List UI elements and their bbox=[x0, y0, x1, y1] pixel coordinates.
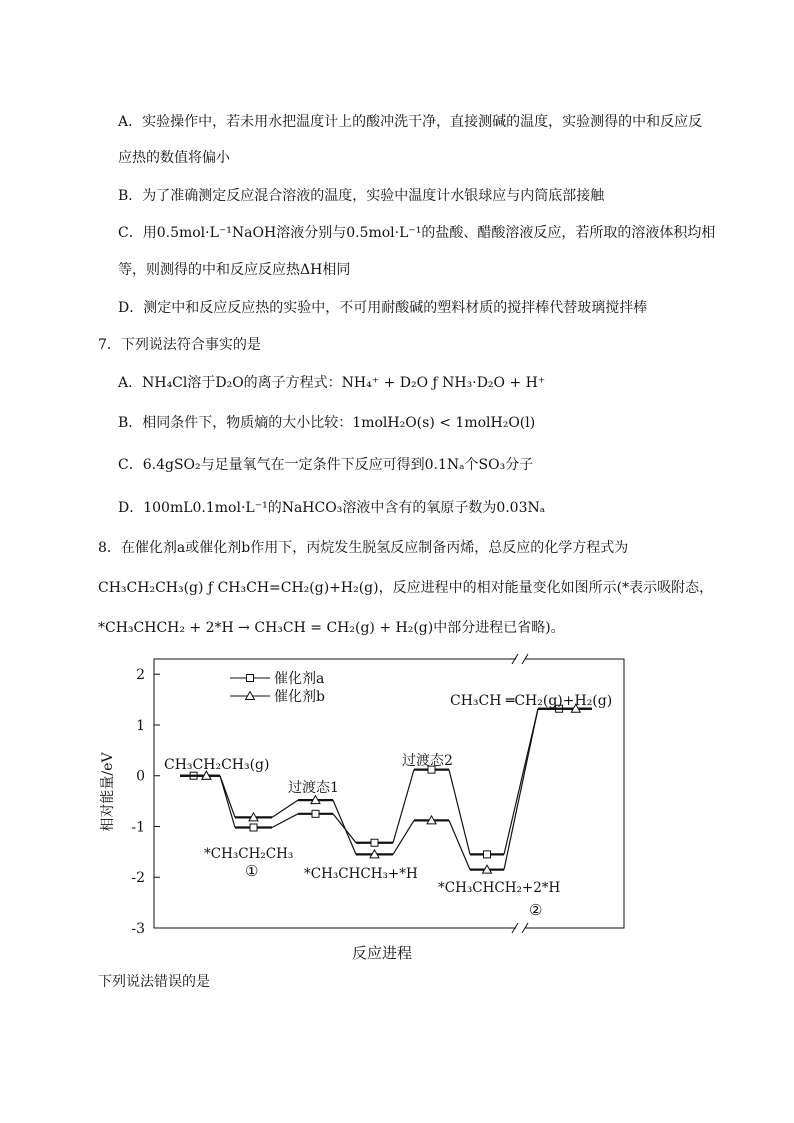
question-7-option-d: D．100mL0.1mol·L⁻¹的NaHCO₃溶液中含有的氧原子数为0.03Nₐ bbox=[118, 500, 546, 516]
option-b: B．为了准确测定反应混合溶液的温度，实验中温度计水银球应与内筒底部接触 bbox=[118, 188, 605, 204]
stage-label-intermediate-2: *CH₃CHCH₃+*H bbox=[304, 866, 418, 882]
series-b-connector bbox=[449, 820, 470, 869]
stage-label-intermediate-1-number: ① bbox=[245, 862, 259, 880]
series-a-connector bbox=[272, 814, 298, 828]
option-a-line2: 应热的数值将偏小 bbox=[118, 150, 230, 166]
question-8-stem-line1: 8．在催化剂a或催化剂b作用下，丙烷发生脱氢反应制备丙烯，总反应的化学方程式为 bbox=[98, 540, 629, 556]
series-a-point bbox=[250, 824, 257, 831]
series-a-point bbox=[484, 851, 491, 858]
series-b-connector bbox=[220, 776, 235, 818]
series-a-connector bbox=[393, 770, 414, 843]
stage-label-intermediate-3-number: ② bbox=[529, 901, 543, 919]
legend-a-label: 催化剂a bbox=[274, 671, 325, 687]
series-a-point bbox=[312, 810, 319, 817]
stage-label-intermediate-3: *CH₃CHCH₂+2*H bbox=[438, 880, 561, 896]
question-7-stem: 7．下列说法符合事实的是 bbox=[98, 337, 261, 353]
series-b-connector bbox=[393, 820, 414, 854]
question-8-followup: 下列说法错误的是 bbox=[98, 974, 210, 990]
y-tick-label: 2 bbox=[136, 667, 145, 684]
question-7-option-c: C．6.4gSO₂与足量氧气在一定条件下反应可得到0.1Nₐ个SO₃分子 bbox=[118, 457, 534, 473]
stage-label-reactant: CH₃CH₂CH₃(g) bbox=[164, 757, 270, 773]
question-8-stem-line3: *CH₃CHCH₂ + 2*H → CH₃CH = CH₂(g) + H₂(g)中部分进程已省略)。 bbox=[98, 620, 565, 636]
option-a-line1: A．实验操作中，若未用水把温度计上的酸冲洗干净，直接测碱的温度，实验测得的中和反应反 bbox=[118, 114, 703, 130]
series-a-point bbox=[371, 839, 378, 846]
stage-label-transition-state-1: 过渡态1 bbox=[288, 780, 339, 796]
series-b-connector bbox=[333, 800, 356, 854]
question-7-option-b: B．相同条件下，物质熵的大小比较：1molH₂O(s) < 1molH₂O(l) bbox=[118, 415, 536, 431]
series-b-connector bbox=[272, 800, 298, 817]
stage-label-transition-state-2: 过渡态2 bbox=[402, 753, 453, 769]
option-d: D．测定中和反应反应热的实验中，不可用耐酸碱的塑料材质的搅拌棒代替玻璃搅拌棒 bbox=[118, 300, 648, 316]
stage-label-product: CH₃CH ═CH₂(g)+H₂(g) bbox=[450, 693, 613, 709]
question-8-stem-line2: CH₃CH₂CH₃(g) ƒ CH₃CH=CH₂(g)+H₂(g)，反应进程中的相对能量变化如图所示(*表示吸附态， bbox=[98, 580, 714, 596]
option-c-line2: 等，则测得的中和反应反应热ΔH相同 bbox=[118, 262, 351, 278]
option-c-line1: C．用0.5mol·L⁻¹NaOH溶液分别与0.5mol·L⁻¹的盐酸、醋酸溶液反应，若所取的溶液体积均相 bbox=[118, 225, 716, 241]
y-axis-title: 相对能量/eV bbox=[100, 752, 116, 832]
series-b-connector bbox=[504, 709, 538, 870]
y-tick-label: -2 bbox=[131, 870, 145, 887]
y-tick-label: -3 bbox=[131, 921, 145, 937]
energy-profile-chart bbox=[92, 652, 652, 967]
x-axis-title: 反应进程 bbox=[352, 944, 413, 962]
legend-b-label: 催化剂b bbox=[274, 689, 325, 705]
y-tick-label: 0 bbox=[136, 768, 145, 785]
y-tick-label: 1 bbox=[136, 717, 145, 734]
y-tick-label: -1 bbox=[131, 819, 145, 836]
question-7-option-a: A．NH₄Cl溶于D₂O的离子方程式：NH₄⁺ + D₂O ƒ NH₃·D₂O + H⁺ bbox=[118, 375, 546, 391]
series-a-connector bbox=[449, 770, 470, 855]
stage-label-intermediate-1: *CH₃CH₂CH₃ bbox=[204, 846, 294, 862]
legend-a-marker bbox=[247, 675, 254, 682]
